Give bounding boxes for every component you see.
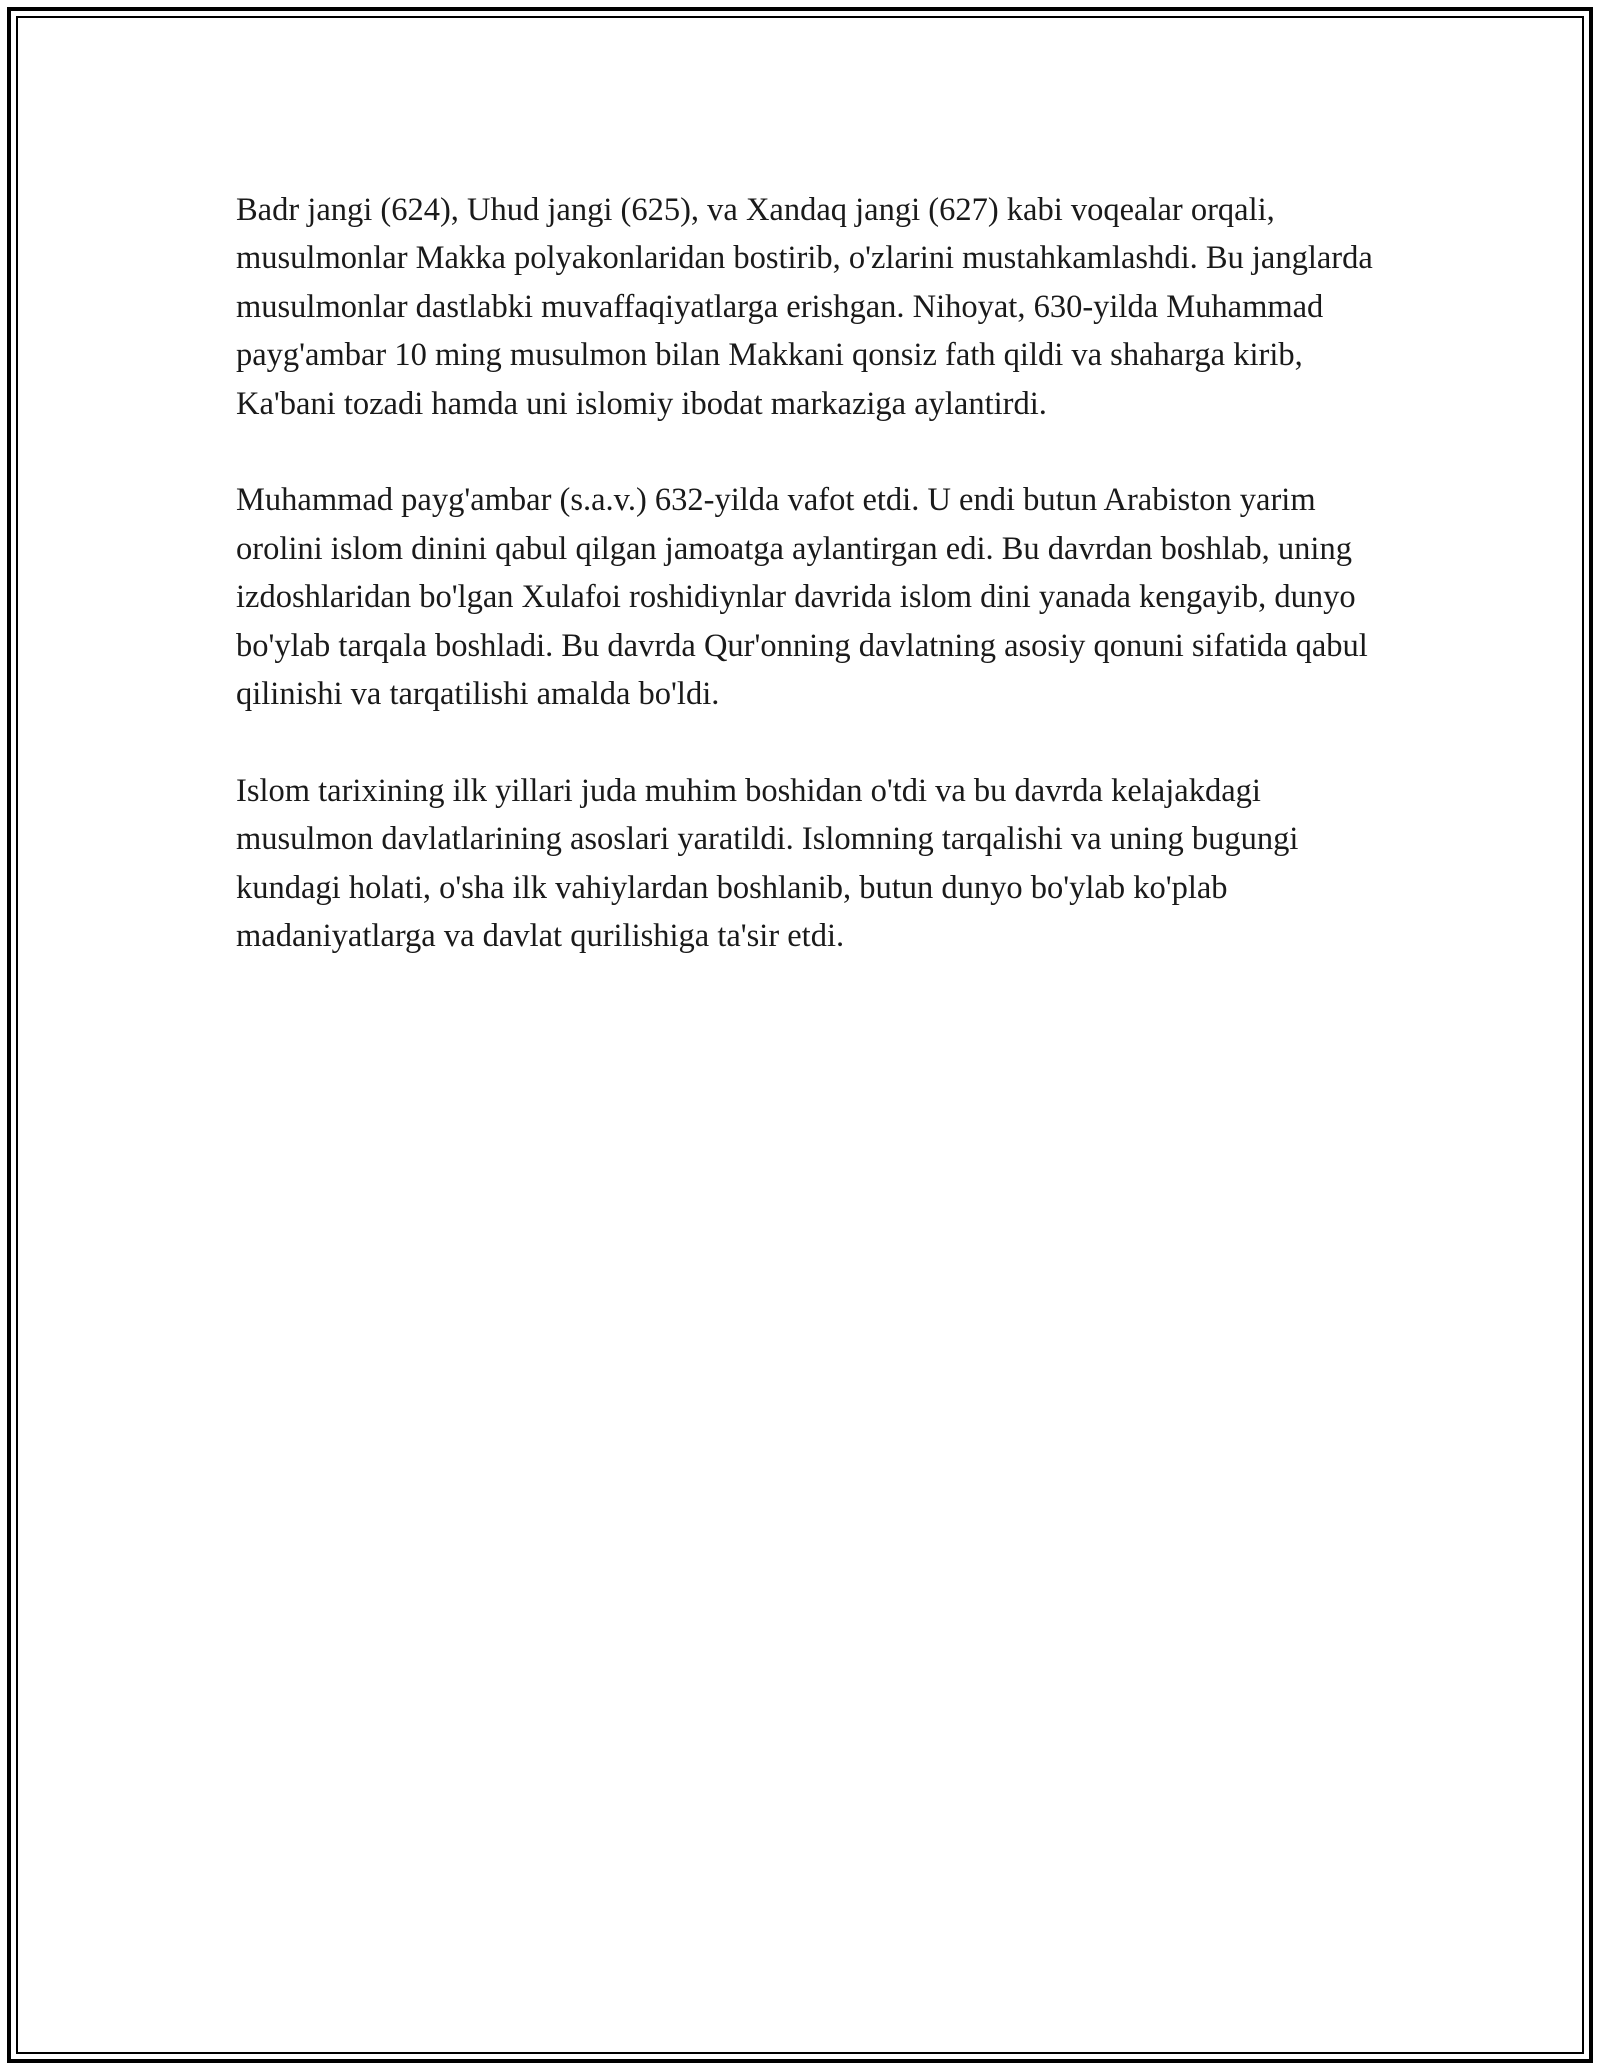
paragraph-early-years-legacy: Islom tarixining ilk yillari juda muhim boshidan o'tdi va bu davrda kelajakdagi musulmon davlatlarining asoslari yaratildi. Islomning tarqalishi va uning bugungi kundagi holati, o'sha ilk vahiylardan boshlanib, butun dunyo bo'ylab ko'plab madaniyatlarga va davlat qurilishiga ta'sir etdi. <box>236 772 1299 955</box>
document-body <box>236 186 1396 960</box>
paragraph-death-of-prophet: Muhammad payg'ambar (s.a.v.) 632-yilda vafot etdi. U endi butun Arabiston yarim orolini islom dinini qabul qilgan jamoatga aylantirgan edi. Bu davrdan boshlab, uning izdoshlaridan bo'lgan Xulafoi roshidiynlar davrida islom dini yanada kengayib, dunyo bo'ylab tarqala boshladi. Bu davrda Qur'onning davlatning asosiy qonuni sifatida qabul qilinishi va tarqatilishi amalda bo'ldi. <box>236 482 1368 713</box>
paragraph-battles: Badr jangi (624), Uhud jangi (625), va Xandaq jangi (627) kabi voqealar orqali, musulmonlar Makka polyakonlaridan bostirib, o'zlarini mustahkamlashdi. Bu janglarda musulmonlar dastlabki muvaffaqiyatlarga erishgan. Nihoyat, 630-yilda Muhammad payg'ambar 10 ming musulmon bilan Makkani qonsiz fath qildi va shaharga kirib, Ka'bani tozadi hamda uni islomiy ibodat markaziga aylantirdi. <box>236 192 1373 422</box>
